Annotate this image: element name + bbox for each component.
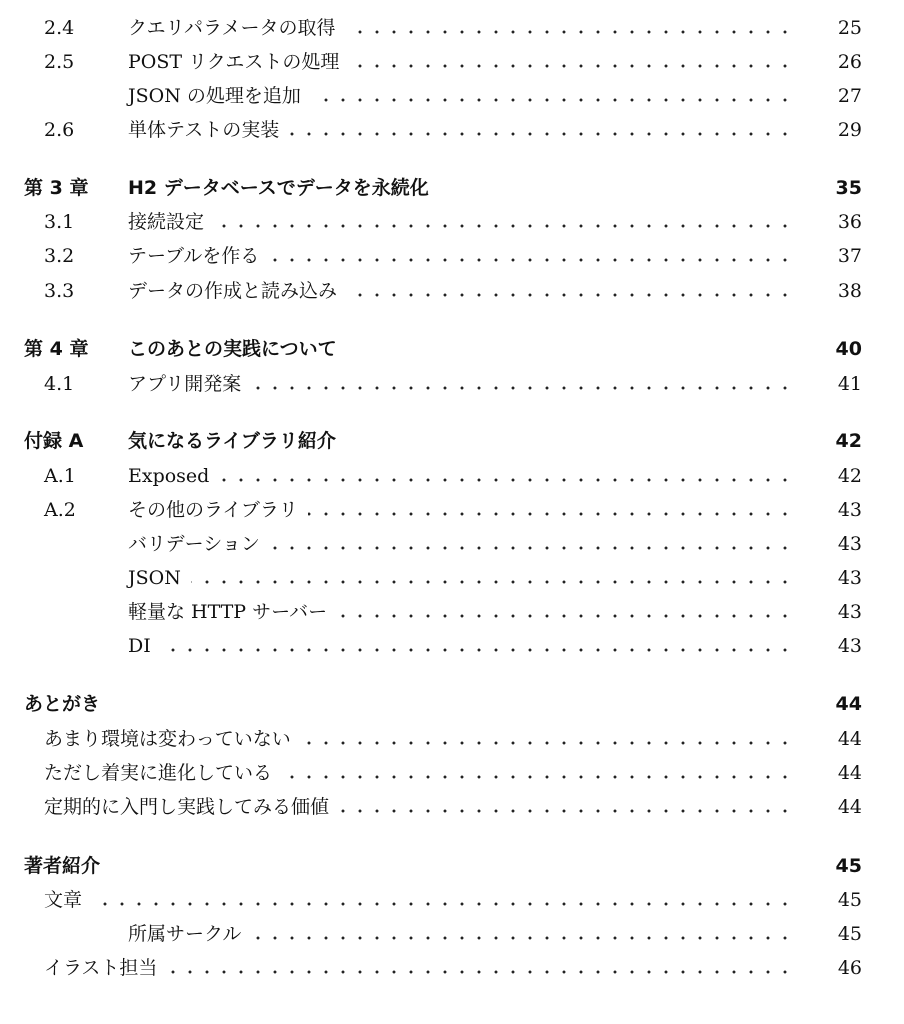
toc-entry-title: クエリパラメータの取得 xyxy=(128,17,336,39)
toc-entry-page: 26 xyxy=(837,51,862,73)
toc-entry-title: POST リクエストの処理 xyxy=(128,51,340,73)
toc-entry-row[interactable] xyxy=(0,275,904,307)
toc-chapter-row[interactable] xyxy=(0,688,904,720)
toc-entry-title: 文章 xyxy=(44,889,83,911)
toc-entry-page: 45 xyxy=(837,923,862,945)
toc-entry-number: 付録 A xyxy=(24,430,84,452)
dot-leader xyxy=(191,580,800,584)
toc-entry-page: 44 xyxy=(837,762,862,784)
toc-entry-title: 単体テストの実装 xyxy=(128,119,280,141)
toc-entry-row[interactable] xyxy=(0,528,904,560)
toc-entry-number: 第 4 章 xyxy=(24,338,89,360)
toc-entry-row[interactable] xyxy=(0,240,904,272)
toc-chapter-row[interactable] xyxy=(0,333,904,365)
toc-entry-row[interactable] xyxy=(0,368,904,400)
toc-entry-page: 44 xyxy=(835,693,862,715)
toc-entry-page: 38 xyxy=(837,280,862,302)
dot-leader xyxy=(345,30,800,34)
dot-leader xyxy=(349,64,800,68)
toc-entry-title: バリデーション xyxy=(128,533,260,555)
toc-entry-page: 29 xyxy=(837,119,862,141)
toc-entry-row[interactable] xyxy=(0,12,904,44)
toc-entry-page: 36 xyxy=(837,211,862,233)
dot-leader xyxy=(251,386,800,390)
dot-leader xyxy=(289,132,800,136)
toc-entry-page: 43 xyxy=(837,533,862,555)
toc-entry-page: 25 xyxy=(837,17,862,39)
toc-entry-title: JSON xyxy=(128,567,181,589)
toc-entry-row[interactable] xyxy=(0,952,904,984)
dot-leader xyxy=(92,902,800,906)
toc-chapter-row[interactable] xyxy=(0,425,904,457)
toc-entry-row[interactable] xyxy=(0,918,904,950)
toc-entry-row[interactable] xyxy=(0,206,904,238)
toc-entry-number: 3.3 xyxy=(44,280,75,302)
toc-entry-page: 44 xyxy=(837,796,862,818)
toc-entry-title: 定期的に入門し実践してみる価値 xyxy=(44,796,330,818)
dot-leader xyxy=(282,775,800,779)
toc-entry-row[interactable] xyxy=(0,630,904,662)
toc-entry-title: その他のライブラリ xyxy=(128,499,298,521)
toc-chapter-row[interactable] xyxy=(0,172,904,204)
toc-entry-page: 46 xyxy=(837,957,862,979)
toc-entry-title: 気になるライブラリ紹介 xyxy=(128,430,336,452)
toc-entry-page: 41 xyxy=(837,373,862,395)
dot-leader xyxy=(167,970,800,974)
toc-entry-page: 45 xyxy=(835,855,862,877)
toc-entry-row[interactable] xyxy=(0,757,904,789)
toc-entry-page: 40 xyxy=(835,338,862,360)
dot-leader xyxy=(219,478,800,482)
toc-entry-page: 43 xyxy=(837,499,862,521)
toc-entry-page: 45 xyxy=(837,889,862,911)
toc-entry-page: 37 xyxy=(837,245,862,267)
toc-entry-title: 接続設定 xyxy=(128,211,205,233)
dot-leader xyxy=(269,258,800,262)
toc-entry-row[interactable] xyxy=(0,80,904,112)
dot-leader xyxy=(308,512,800,516)
toc-entry-row[interactable] xyxy=(0,723,904,755)
toc-entry-title: H2 データベースでデータを永続化 xyxy=(128,177,429,199)
toc-entry-title: アプリ開発案 xyxy=(128,373,242,395)
toc-entry-number: 第 3 章 xyxy=(24,177,89,199)
toc-entry-title: 軽量な HTTP サーバー xyxy=(128,601,328,623)
toc-entry-number: 3.2 xyxy=(44,245,75,267)
toc-chapter-row[interactable] xyxy=(0,850,904,882)
toc-entry-title: あとがき xyxy=(24,693,101,715)
dot-leader xyxy=(337,614,800,618)
toc-entry-title: ただし着実に進化している xyxy=(44,762,273,784)
toc-entry-page: 42 xyxy=(835,430,862,452)
toc-entry-row[interactable] xyxy=(0,114,904,146)
toc-entry-number: A.1 xyxy=(44,465,76,487)
dot-leader xyxy=(161,648,800,652)
toc-entry-title: Exposed xyxy=(128,465,210,487)
toc-entry-number: A.2 xyxy=(44,499,76,521)
toc-entry-number: 2.4 xyxy=(44,17,75,39)
dot-leader xyxy=(301,741,800,745)
dot-leader xyxy=(214,224,800,228)
toc-entry-page: 44 xyxy=(837,728,862,750)
toc-entry-page: 43 xyxy=(837,601,862,623)
toc-entry-page: 35 xyxy=(835,177,862,199)
toc-entry-title: このあとの実践について xyxy=(128,338,337,360)
toc-entry-page: 43 xyxy=(837,635,862,657)
toc-entry-row[interactable] xyxy=(0,460,904,492)
toc-entry-title: DI xyxy=(128,635,151,657)
toc-entry-row[interactable] xyxy=(0,562,904,594)
toc-entry-title: 所属サークル xyxy=(128,923,242,945)
dot-leader xyxy=(339,809,800,813)
toc-entry-row[interactable] xyxy=(0,596,904,628)
toc-entry-row[interactable] xyxy=(0,791,904,823)
toc-entry-page: 42 xyxy=(837,465,862,487)
dot-leader xyxy=(251,936,800,940)
toc-entry-title: テーブルを作る xyxy=(128,245,260,267)
toc-entry-row[interactable] xyxy=(0,884,904,916)
toc-entry-title: イラスト担当 xyxy=(44,957,158,979)
toc-entry-page: 43 xyxy=(837,567,862,589)
dot-leader xyxy=(347,293,800,297)
toc-entry-row[interactable] xyxy=(0,46,904,78)
toc-entry-number: 2.6 xyxy=(44,119,75,141)
toc-entry-row[interactable] xyxy=(0,494,904,526)
dot-leader xyxy=(270,546,800,550)
toc-entry-title: あまり環境は変わっていない xyxy=(44,728,291,750)
toc-entry-title: JSON の処理を追加 xyxy=(128,85,301,107)
toc-entry-number: 3.1 xyxy=(44,211,75,233)
dot-leader xyxy=(311,98,800,102)
toc-entry-number: 2.5 xyxy=(44,51,75,73)
toc-entry-title: 著者紹介 xyxy=(24,855,101,877)
toc-entry-number: 4.1 xyxy=(44,373,75,395)
toc-entry-page: 27 xyxy=(837,85,862,107)
toc-entry-title: データの作成と読み込み xyxy=(128,280,338,302)
